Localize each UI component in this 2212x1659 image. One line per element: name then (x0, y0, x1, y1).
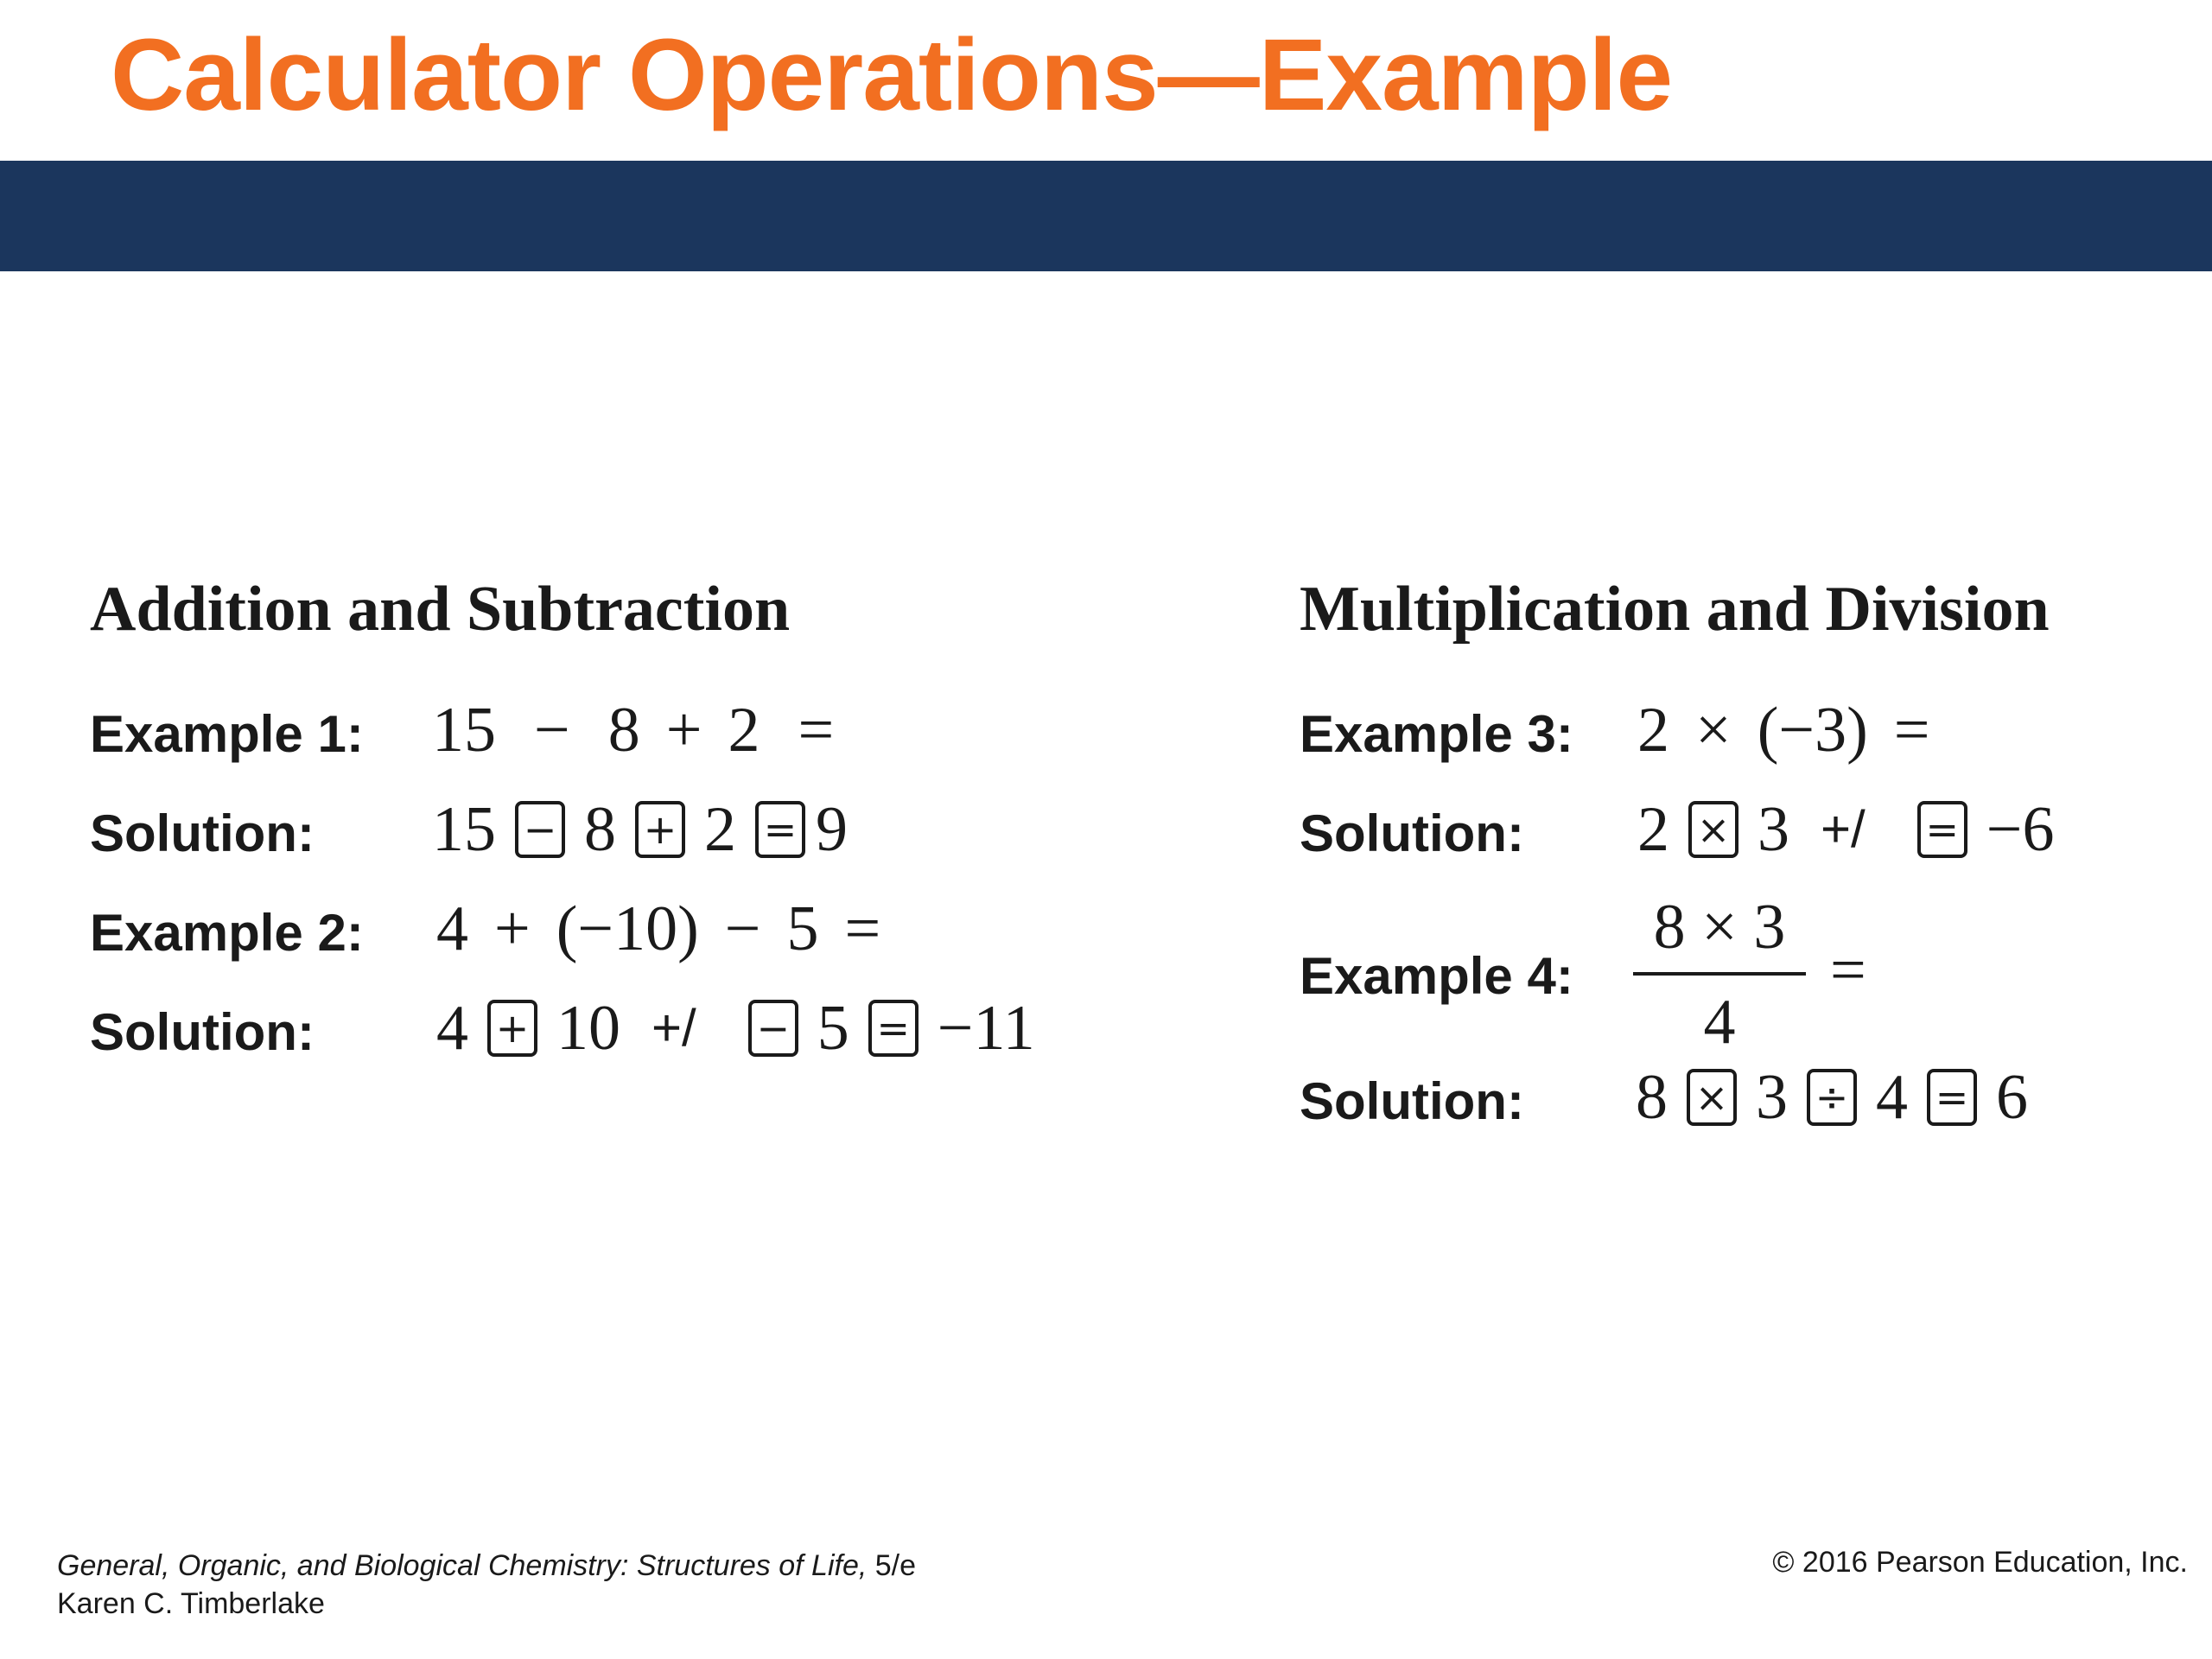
solution-3-label: Solution: (1300, 804, 1524, 862)
example-1-label: Example 1: (90, 705, 364, 763)
ex2-minus-sign: − (724, 893, 761, 964)
ex2-operand-2: (−10) (556, 893, 699, 964)
ex1-operand-3: 2 (728, 695, 760, 766)
plus-key-icon: + (635, 801, 685, 858)
equals-key-icon: = (868, 1000, 918, 1057)
sol4-entry-3: 4 (1876, 1062, 1908, 1133)
ex4-denominator: 4 (1703, 987, 1736, 1058)
solution-2-label: Solution: (90, 1003, 315, 1061)
example-1-expression (432, 691, 834, 769)
heading-addition-subtraction: Addition and Subtraction (90, 574, 791, 645)
example-2-label: Example 2: (90, 904, 364, 962)
ex1-operand-2: 8 (607, 695, 640, 766)
ex3-times-sign: × (1695, 695, 1732, 766)
example-3-expression (1637, 691, 1930, 769)
sol4-result: 6 (1996, 1062, 2028, 1133)
fraction-bar (1633, 972, 1806, 976)
example-3-label: Example 3: (1300, 705, 1573, 763)
slide-title: Calculator Operations—Example (111, 18, 1673, 132)
example-2-expression (436, 890, 880, 968)
sol1-entry-2: 8 (584, 794, 616, 865)
sol3-entry-1: 2 (1637, 794, 1669, 865)
example-4-label: Example 4: (1300, 947, 1573, 1005)
ex4-equals-sign: = (1830, 935, 1866, 1006)
solution-4-label: Solution: (1300, 1072, 1524, 1130)
sol3-entry-2: 3 (1758, 794, 1789, 865)
ex1-plus-sign: + (665, 695, 702, 766)
ex1-minus-sign: − (534, 695, 570, 766)
book-edition: 5/e (867, 1549, 917, 1582)
sol2-entry-3: 5 (817, 993, 849, 1064)
solution-1-label: Solution: (90, 804, 315, 862)
copyright-notice: © 2016 Pearson Education, Inc. (1772, 1546, 2188, 1579)
sol4-entry-1: 8 (1636, 1062, 1668, 1133)
ex3-equals-sign: = (1893, 695, 1930, 766)
multiply-key-icon: × (1687, 1069, 1737, 1126)
ex2-plus-sign: + (494, 893, 531, 964)
equals-key-icon: = (755, 801, 805, 858)
book-title: General, Organic, and Biological Chemistry: Structures of Life, (57, 1549, 868, 1582)
plus-key-icon: + (487, 1000, 537, 1057)
equals-key-icon: = (1917, 801, 1967, 858)
equals-key-icon: = (1927, 1069, 1977, 1126)
ex3-operand-1: 2 (1637, 695, 1669, 766)
example-4-fraction (1633, 886, 1806, 1064)
solution-3-keystrokes (1637, 791, 2054, 868)
solution-1-keystrokes (432, 791, 848, 868)
sol3-result: −6 (1986, 794, 2055, 865)
ex3-operand-2: (−3) (1757, 695, 1868, 766)
sol2-result: −11 (937, 993, 1035, 1064)
solution-2-keystrokes (436, 989, 1035, 1067)
sol1-entry-1: 15 (432, 794, 496, 865)
solution-4-keystrokes (1636, 1058, 2028, 1136)
ex4-numerator: 8 × 3 (1653, 892, 1786, 963)
multiply-key-icon: × (1688, 801, 1738, 858)
sol2-entry-2: 10 (556, 993, 620, 1064)
example-4-equals (1830, 931, 1866, 1009)
sign-change-key: +/ (1821, 800, 1866, 858)
title-band (0, 161, 2212, 271)
ex1-operand-1: 15 (432, 695, 496, 766)
book-author: Karen C. Timberlake (57, 1587, 325, 1620)
sign-change-key: +/ (652, 999, 696, 1057)
minus-key-icon: − (748, 1000, 798, 1057)
divide-key-icon: ÷ (1807, 1069, 1857, 1126)
sol4-entry-2: 3 (1756, 1062, 1788, 1133)
sol1-entry-3: 2 (704, 794, 736, 865)
ex2-equals-sign: = (844, 893, 881, 964)
sol1-result: 9 (816, 794, 848, 865)
minus-key-icon: − (515, 801, 565, 858)
footer-citation (57, 1547, 916, 1623)
ex1-equals-sign: = (798, 695, 835, 766)
ex2-operand-1: 4 (436, 893, 468, 964)
heading-multiplication-division: Multiplication and Division (1300, 574, 2050, 645)
ex2-operand-3: 5 (786, 893, 819, 964)
sol2-entry-1: 4 (436, 993, 468, 1064)
